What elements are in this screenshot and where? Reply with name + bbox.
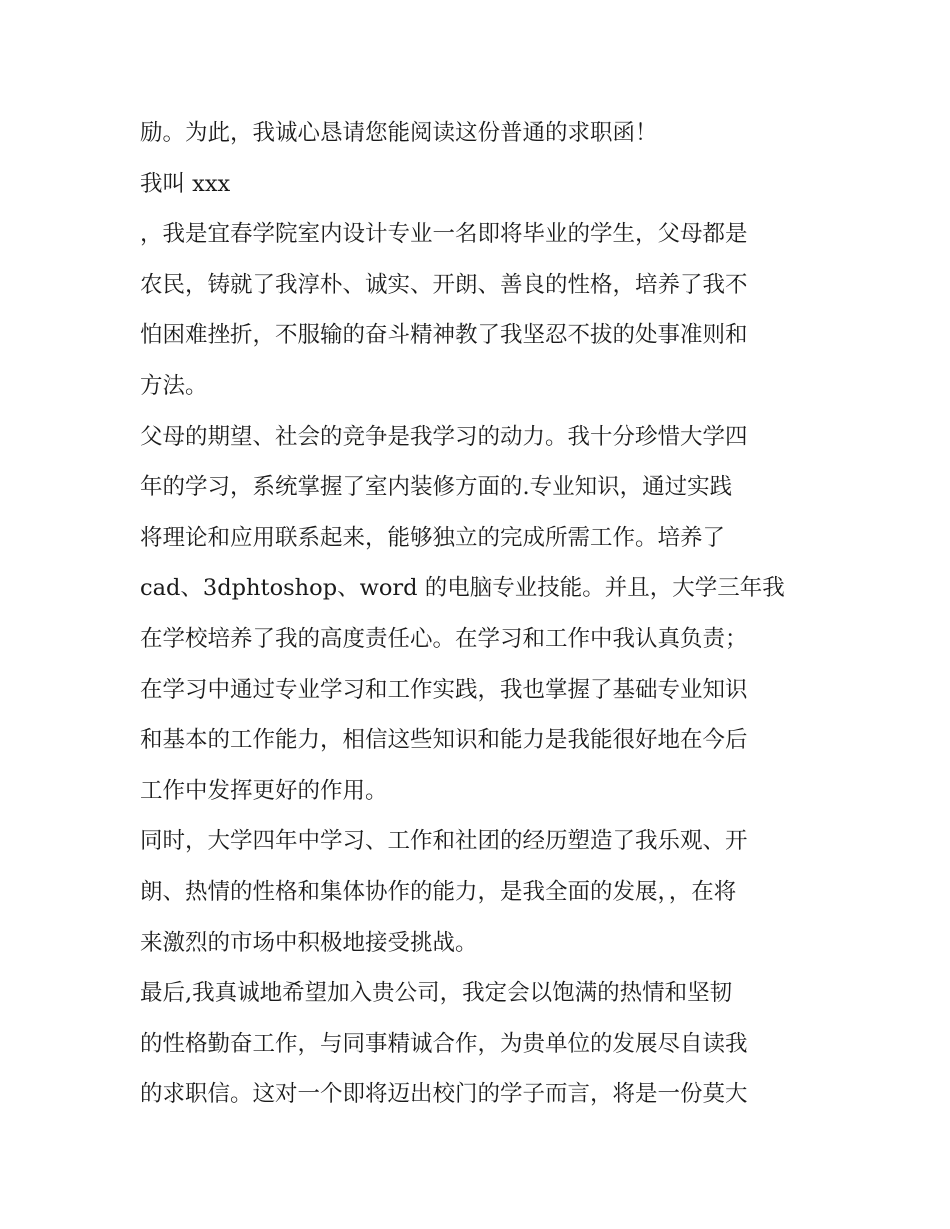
text-line: 工作中发挥更好的作用。 <box>140 777 388 804</box>
text-line: 农民，铸就了我淳朴、诚实、开朗、善良的性格，培养了我不 <box>140 271 748 298</box>
text-line: ，我是宜春学院室内设计专业一名即将毕业的学生，父母都是 <box>140 221 748 248</box>
text-line: 朗、热情的性格和集体协作的能力，是我全面的发展，，在将 <box>140 878 737 905</box>
text-line: 将理论和应用联系起来，能够独立的完成所需工作。培养了 <box>140 524 726 551</box>
text-line: 同时，大学四年中学习、工作和社团的经历塑造了我乐观、开 <box>140 828 748 855</box>
text-line: 在学习中通过专业学习和工作实践，我也掌握了基础专业知识 <box>140 676 748 703</box>
text-line: 励。为此，我诚心恳请您能阅读这份普通的求职函！ <box>140 120 658 146</box>
text-line: 最后,我真诚地希望加入贵公司，我定会以饱满的热情和坚韧 <box>140 980 733 1007</box>
text-line: 在学校培养了我的高度责任心。在学习和工作中我认真负责； <box>140 625 748 652</box>
text-line: 的求职信。这对一个即将迈出校门的学子而言，将是一份莫大 <box>140 1081 748 1108</box>
text-line: 来激烈的市场中积极地接受挑战。 <box>140 929 478 956</box>
text-line: 的性格勤奋工作，与同事精诚合作，为贵单位的发展尽自读我 <box>140 1030 748 1057</box>
text-line: 我叫 xxx <box>140 170 231 197</box>
text-line: 和基本的工作能力，相信这些知识和能力是我能很好地在今后 <box>140 727 748 754</box>
text-line: 方法。 <box>140 372 208 399</box>
text-line: 怕困难挫折，不服输的奋斗精神教了我坚忍不拔的处事准则和 <box>140 322 748 349</box>
text-line: 父母的期望、社会的竞争是我学习的动力。我十分珍惜大学四 <box>140 423 748 450</box>
text-line: cad、3dphtoshop、word 的电脑专业技能。并且，大学三年我 <box>140 575 785 602</box>
text-line: 年的学习，系统掌握了室内装修方面的.专业知识，通过实践 <box>140 474 733 501</box>
letter-body <box>140 108 820 1120</box>
